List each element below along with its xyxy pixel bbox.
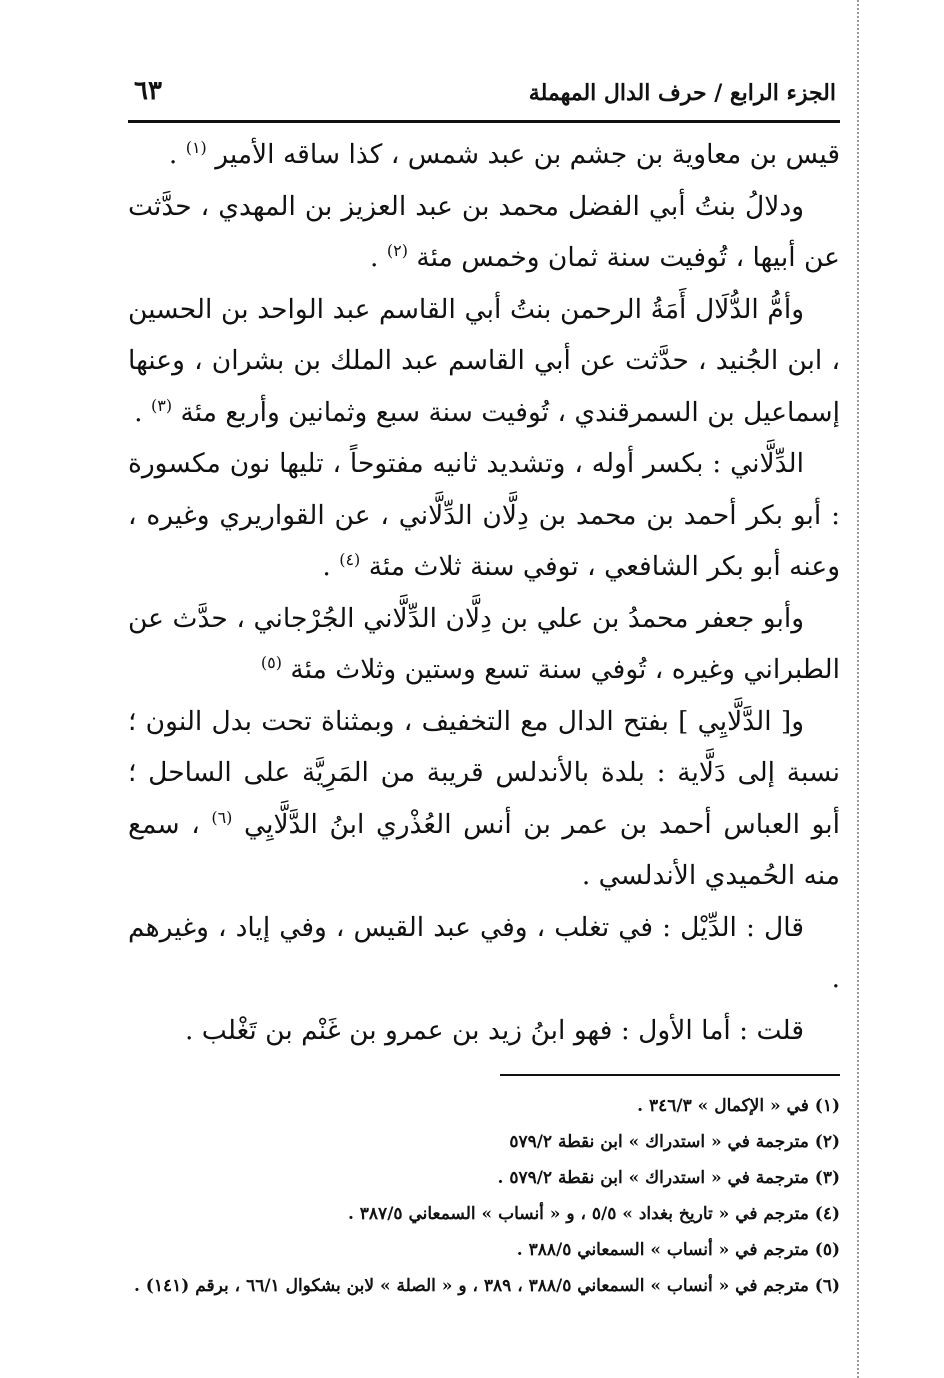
header-rule (128, 120, 840, 123)
page-number: ٦٣ (134, 76, 162, 106)
footnote-ref-4: (٤) (339, 550, 361, 570)
paragraph-2: ودلالُ بنتُ أبي الفضل محمد بن عبد العزيز بن المهدي ، حدَّثت عن أبيها ، تُوفيت سنة ثمان وخمس مئة $^{(٢)}$ . (128, 190, 840, 273)
paragraph-5: وأبو جعفر محمدُ بن علي بن دِلَّان الدِّلَّاني الجُرْجاني ، حدَّث عن الطبراني وغيره ، تُوفي سنة تسع وستين وثلاث مئة $^{(٥)}$ (128, 602, 840, 685)
footnote-1: (١) في « الإكمال » ٣٤٦/٣ . (637, 1096, 840, 1116)
book-page (128, 72, 840, 1304)
footnote-6: (٦) مترجم في « أنساب » السمعاني ٣٨٨/٥ ، ٣٨٩ ، و « الصلة » لابن بشكوال ٦٦/١ ، برقم (١٤١) . (133, 1276, 840, 1296)
running-header (128, 72, 840, 116)
paragraph-7: قال : الدِّيْل : في تغلب ، وفي عبد القيس ، وفي إياد ، وغيرهم . (128, 911, 840, 994)
paragraph-4: الدِّلَّاني : بكسر أوله ، وتشديد ثانيه مفتوحاً ، تليها نون مكسورة : أبو بكر أحمد بن محمد بن دِلَّان الدِّلَّاني ، عن القواريري وغيره ، وعنه أبو بكر الشافعي ، توفي سنة ثلاث مئة $^{(٤)}$ . (128, 448, 840, 582)
paragraph-6: و[ الدَّلَّايِي ] بفتح الدال مع التخفيف ، وبمثناة تحت بدل النون ؛ نسبة إلى دَلَّاية : بلدة بالأندلس قريبة من المَرِيَّة على الساحل ؛ أبو العباس أحمد بن عمر بن أنس العُذْري ابنُ الدَّلَّايِي $^{(٦)}$ ، سمع منه الحُميدي الأندلسي . (128, 705, 840, 891)
page-edge-dotted-line (857, 0, 859, 1378)
footnote-ref-1: (١) (185, 138, 207, 158)
main-text (128, 129, 840, 1056)
footnote-ref-5: (٥) (260, 653, 282, 673)
paragraph-3: وأمُّ الدُّلَال أَمَةُ الرحمن بنتُ أبي القاسم عبد الواحد بن الحسين ، ابن الجُنيد ، حدَّثت عن أبي القاسم عبد الملك بن بشران ، وعنها إسماعيل بن السمرقندي ، تُوفيت سنة سبع وثمانين وأربع مئة $^{(٣)}$ . (128, 293, 840, 428)
paragraph-8: قلت : أما الأول : فهو ابنُ زيد بن عمرو بن غَنْم بن تَغْلب . (184, 1014, 804, 1046)
footnote-ref-2: (٢) (386, 241, 408, 261)
footnote-2: (٢) مترجمة في « استدراك » ابن نقطة ٥٧٩/٢ (509, 1132, 840, 1152)
footnote-4: (٤) مترجم في « تاريخ بغداد » ٥/٥ ، و « أنساب » السمعاني ٣٨٧/٥ . (347, 1204, 840, 1224)
footnote-separator (500, 1074, 840, 1076)
footnote-3: (٣) مترجمة في « استدراك » ابن نقطة ٥٧٩/٢ . (497, 1168, 840, 1188)
footnote-5: (٥) مترجم في « أنساب » السمعاني ٣٨٨/٥ . (516, 1240, 840, 1260)
paragraph-1: قيس بن معاوية بن جشم بن عبد شمس ، كذا ساقه الأمير $^{(١)}$ . (168, 138, 840, 170)
running-title: الجزء الرابع / حرف الدال المهملة (528, 80, 836, 106)
footnotes (128, 1088, 840, 1304)
footnote-ref-3: (٣) (150, 395, 173, 415)
footnote-ref-6: (٦) (211, 807, 233, 827)
